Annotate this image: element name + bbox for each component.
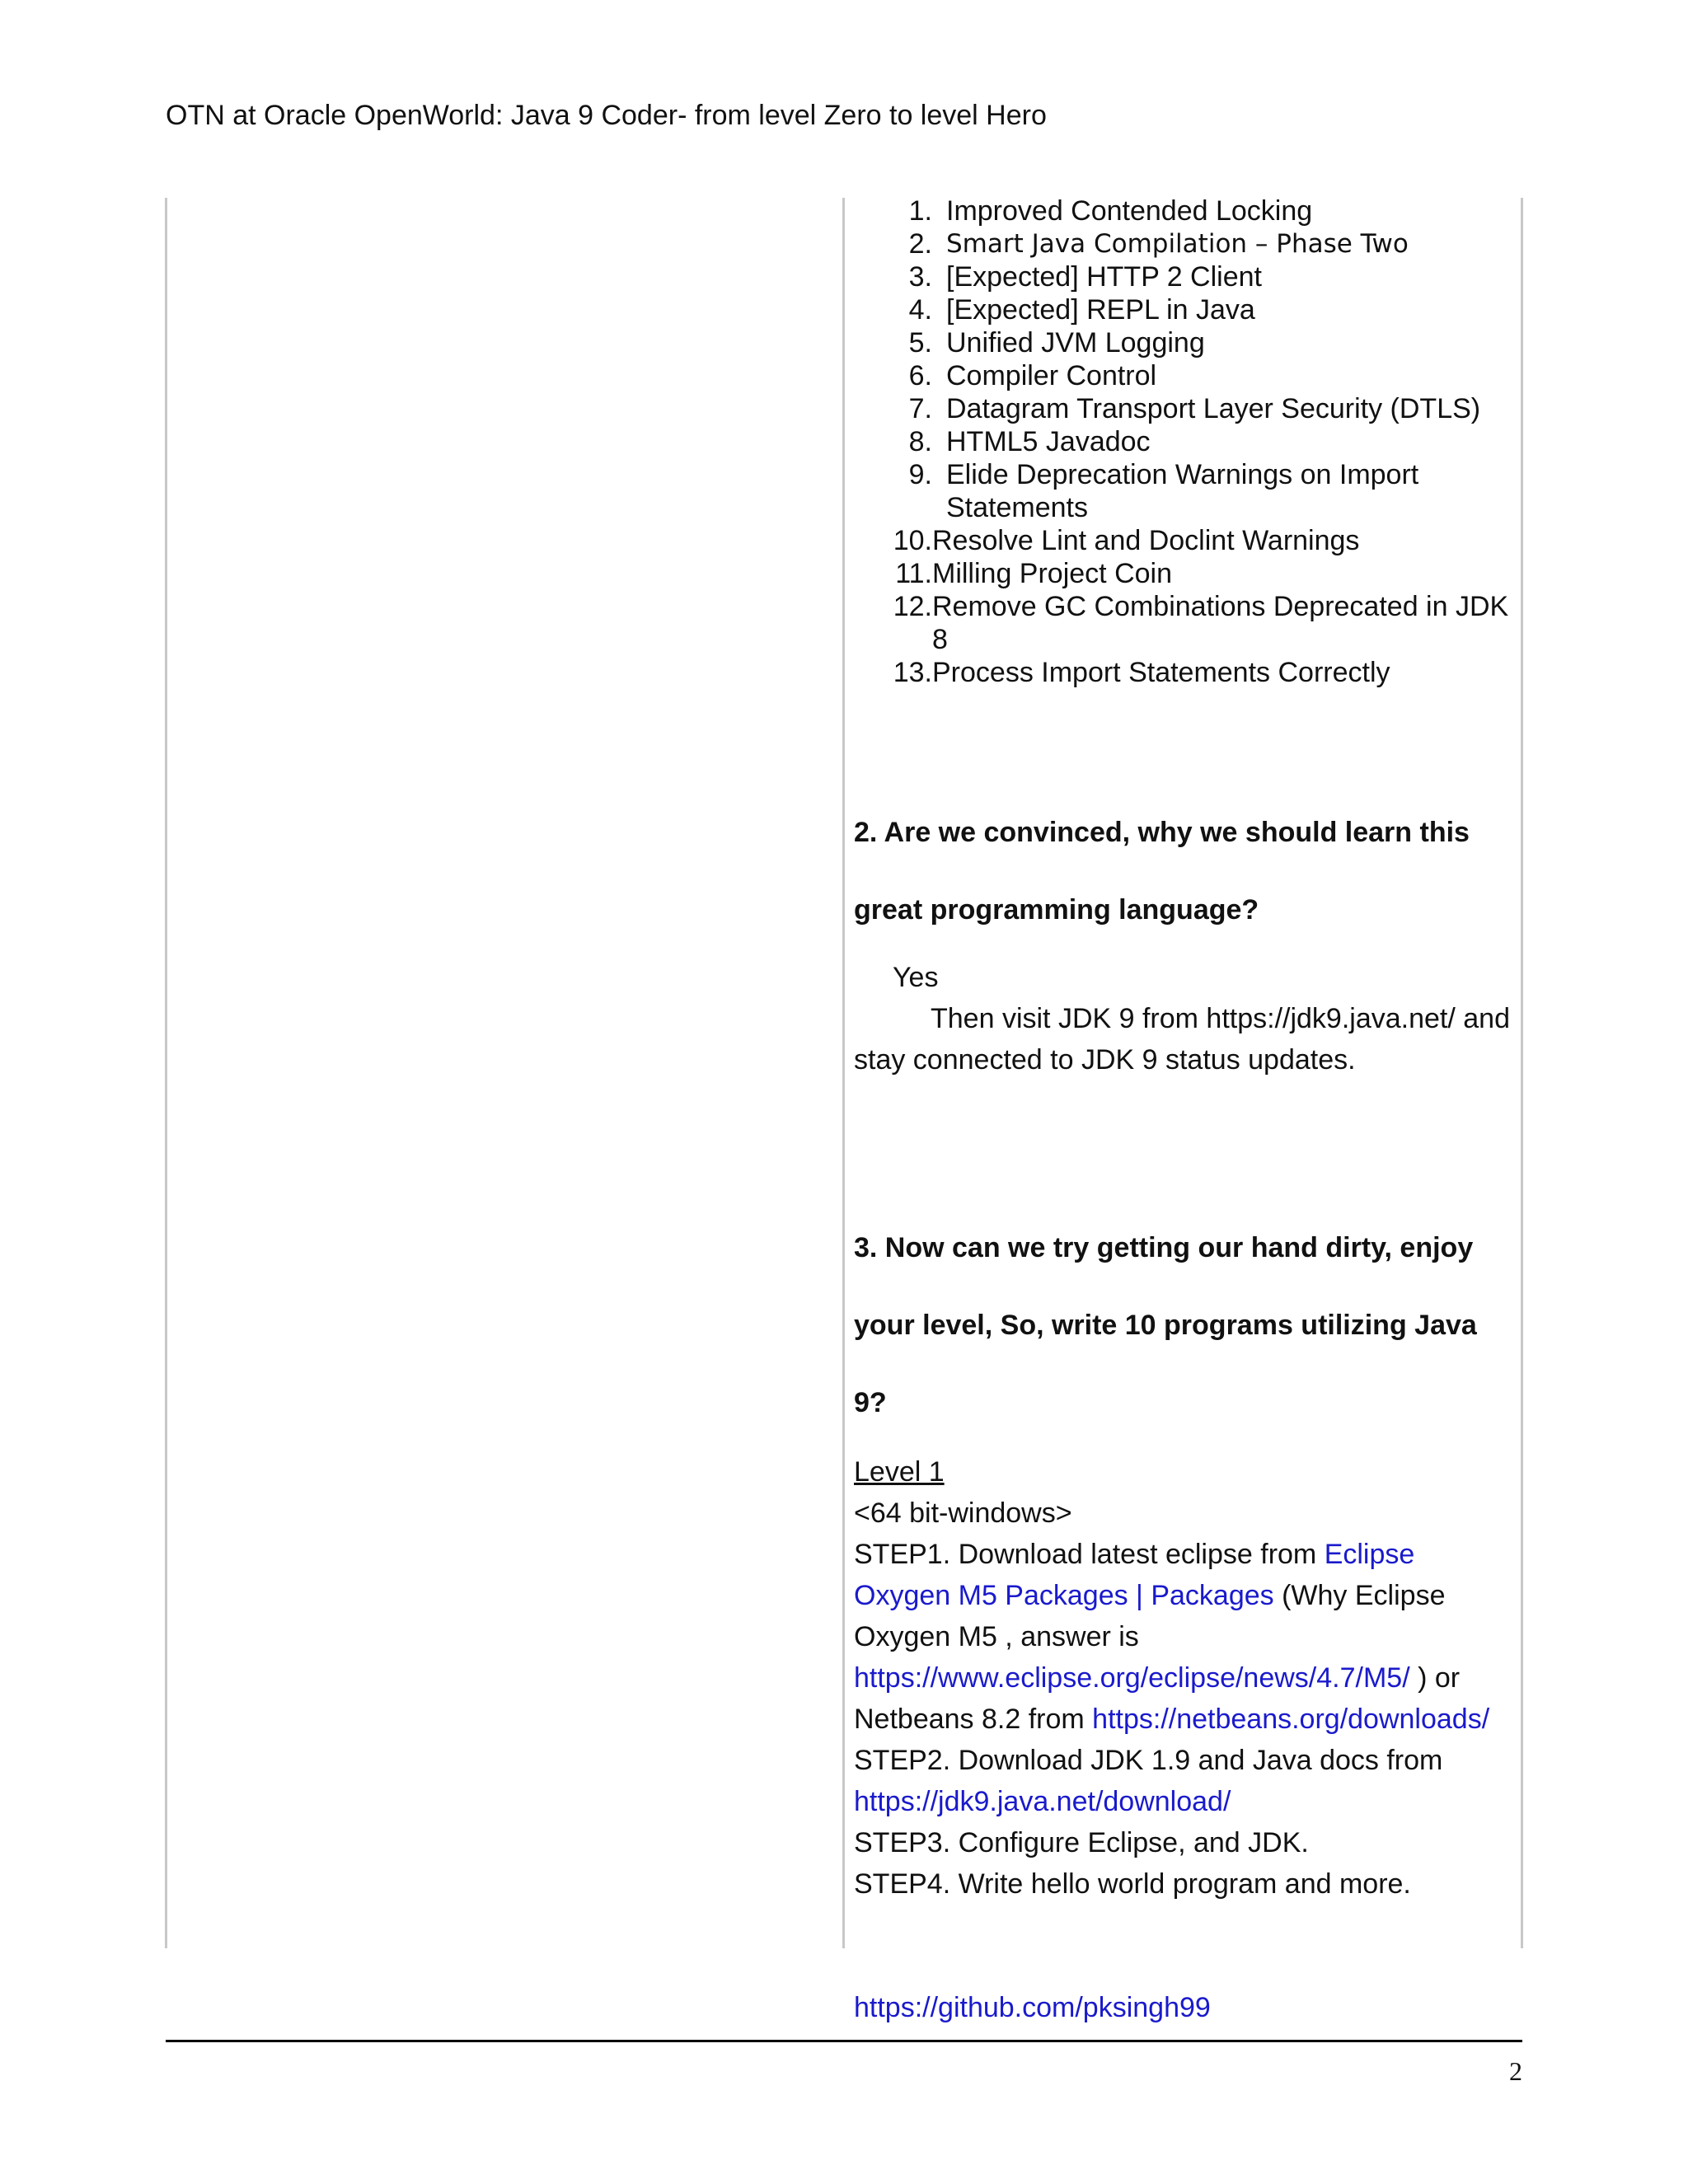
section-2-heading: 2. Are we convinced, why we should learn this great programming language?	[854, 817, 1470, 926]
step-1: STEP1. Download latest eclipse from Eclipse Oxygen M5 Packages | Packages (Why Eclipse Oxygen M5 , answer is https://www.eclipse.org/eclipse/news/4.7/M5/ ) or Netbeans 8.2 from https://netbeans.org/downloads/	[854, 1539, 1490, 1735]
list-item: 4. [Expected] REPL in Java	[908, 294, 1255, 326]
eclipse-packages-link[interactable]: Eclipse Oxygen M5 Packages | Packages	[854, 1539, 1415, 1611]
list-item: 3. [Expected] HTTP 2 Client	[908, 261, 1262, 293]
step-4: STEP4. Write hello world program and more.	[854, 1868, 1411, 1900]
list-item: 10. Resolve Lint and Doclint Warnings	[893, 525, 1360, 556]
right-column	[854, 194, 1513, 2028]
footer-rule	[166, 2040, 1522, 2042]
table-border-left	[165, 198, 167, 1948]
step-2: STEP2. Download JDK 1.9 and Java docs from https://jdk9.java.net/download/	[854, 1745, 1443, 1817]
eclipse-news-link[interactable]: https://www.eclipse.org/eclipse/news/4.7/M5/	[854, 1662, 1410, 1694]
github-link[interactable]: https://github.com/pksingh99	[854, 1992, 1211, 2023]
list-item: 1. Improved Contended Locking	[908, 195, 1313, 227]
list-item: 5. Unified JVM Logging	[908, 327, 1205, 359]
page-number: 2	[1509, 2056, 1522, 2086]
list-item: 7. Datagram Transport Layer Security (DTLS)	[908, 393, 1481, 424]
netbeans-downloads-link[interactable]: https://netbeans.org/downloads/	[1092, 1704, 1490, 1735]
section-2-body: Then visit JDK 9 from https://jdk9.java.net/ and stay connected to JDK 9 status updates.	[854, 1003, 1510, 1076]
list-item: 8. HTML5 Javadoc	[908, 426, 1151, 457]
answer-yes: Yes	[893, 962, 939, 993]
section-3-heading: 3. Now can we try getting our hand dirty, enjoy your level, So, write 10 programs utilizing Java 9?	[854, 1232, 1477, 1418]
list-item: 11. Milling Project Coin	[895, 558, 1172, 589]
list-item: 9. Elide Deprecation Warnings on Import Statements	[908, 459, 1419, 523]
level-label: Level 1	[854, 1456, 945, 1488]
step-3: STEP3. Configure Eclipse, and JDK.	[854, 1827, 1309, 1858]
table-border-right	[1521, 198, 1523, 1948]
jdk9-download-link[interactable]: https://jdk9.java.net/download/	[854, 1786, 1231, 1817]
list-item: 6. Compiler Control	[908, 360, 1157, 391]
platform-note: <64 bit-windows>	[854, 1497, 1072, 1529]
list-item: 2. Smart Java Compilation – Phase Two	[908, 228, 1409, 260]
jdk9-features-list	[854, 194, 1513, 689]
list-item: 13. Process Import Statements Correctly	[893, 657, 1390, 688]
list-item: 12. Remove GC Combinations Deprecated in JDK 8	[893, 591, 1509, 655]
page-header-title: OTN at Oracle OpenWorld: Java 9 Coder- from level Zero to level Hero	[166, 100, 1047, 131]
table-border-middle	[842, 198, 845, 1948]
